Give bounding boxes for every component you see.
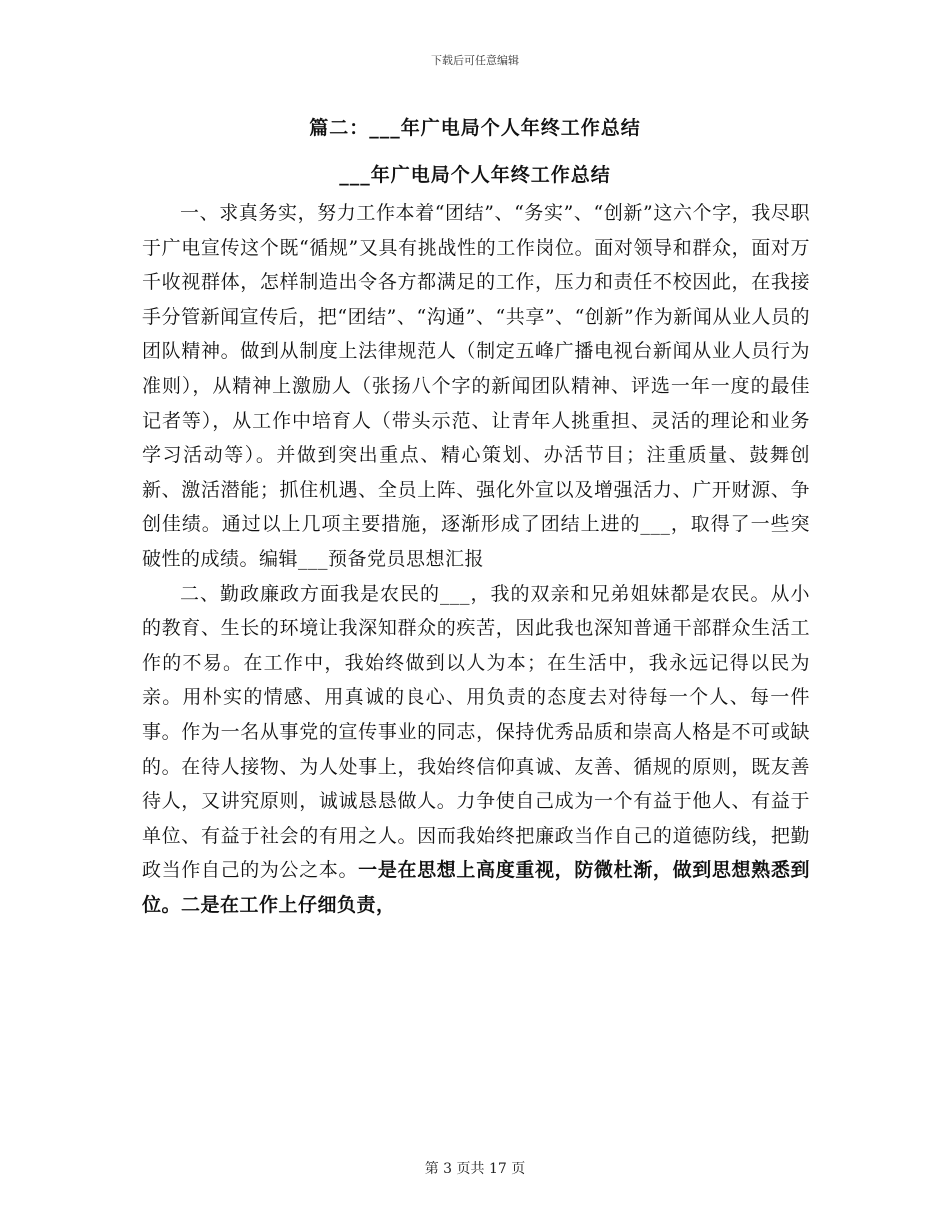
paragraph-2-bold-text: 一是在思想上高度重视，防微杜渐，做到思想熟悉到位。二是在工作上仔细负责， <box>142 859 810 916</box>
paragraph-1: 一、求真务实，努力工作本着“团结”、“务实”、“创新”这六个字，我尽职于广电宣传这个既“循规”又具有挑战性的工作岗位。面对领导和群众，面对万千收视群体，怎样制造出令各方都满足的工作，压力和责任不校因此，在我接手分管新闻宣传后，把“团结”、“沟通”、“共享”、“创新”作为新闻从业人员的团队精神。做到从制度上法律规范人（制定五峰广播电视台新闻从业人员行为准则），从精神上激励人（张扬八个字的新闻团队精神、评选一年一度的最佳记者等），从工作中培育人（带头示范、让青年人挑重担、灵活的理论和业务学习活动等）。并做到突出重点、精心策划、办活节目；注重质量、鼓舞创新、激活潜能；抓住机遇、全员上阵、强化外宣以及增强活力、广开财源、争创佳绩。通过以上几项主要措施，逐渐形成了团结上进的___，取得了一些突破性的成绩。编辑___预备党员思想汇报 <box>142 202 810 570</box>
paragraph-2 <box>142 577 810 923</box>
page-header-note: 下载后可任意编辑 <box>431 54 519 67</box>
document-body <box>142 196 810 922</box>
page-number: 第 3 页共 17 页 <box>424 1161 526 1177</box>
document-title: 篇二：___年广电局个人年终工作总结 <box>309 117 641 139</box>
document-subtitle: ___年广电局个人年终工作总结 <box>339 164 611 186</box>
paragraph-2-text: 二、勤政廉政方面我是农民的___，我的双亲和兄弟姐妹都是农民。从小的教育、生长的环境让我深知群众的疾苦，因此我也深知普通干部群众生活工作的不易。在工作中，我始终做到以人为本；在生活中，我永远记得以民为亲。用朴实的情感、用真诚的良心、用负责的态度去对待每一个人、每一件事。作为一名从事党的宣传事业的同志，保持优秀品质和崇高人格是不可或缺的。在待人接物、为人处事上，我始终信仰真诚、友善、循规的原则，既友善待人，又讲究原则，诚诚恳恳做人。力争使自己成为一个有益于他人、有益于单位、有益于社会的有用之人。因而我始终把廉政当作自己的道德防线，把勤政当作自己的为公之本。 <box>142 582 810 882</box>
